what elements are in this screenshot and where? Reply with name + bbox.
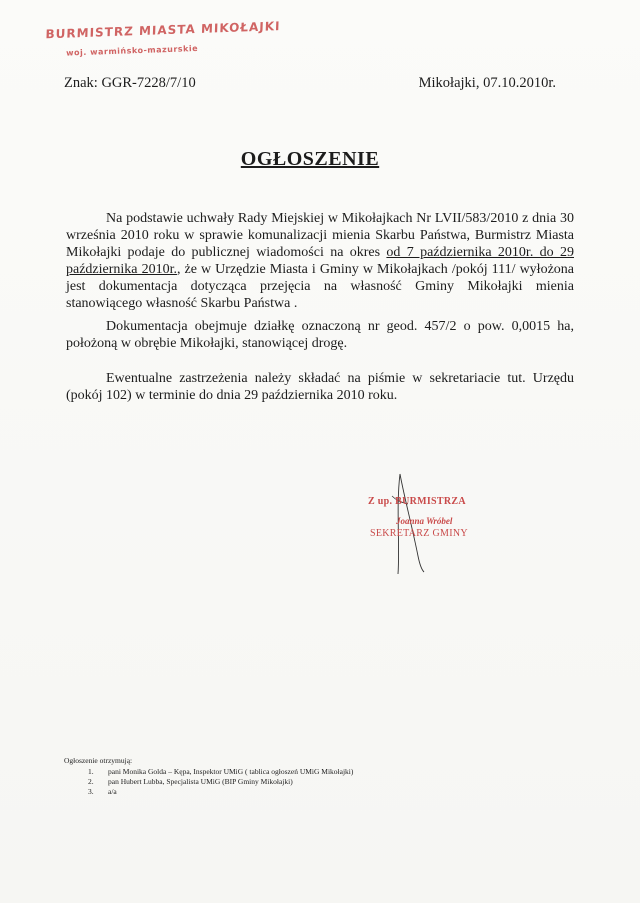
place-and-date: Mikołajki, 07.10.2010r. (418, 75, 556, 91)
list-item-text: pan Hubert Lubba, Specjalista UMiG (BIP Gminy Mikołajki) (108, 777, 293, 786)
distribution-list (64, 756, 353, 797)
reference-number: Znak: GGR-7228/7/10 (64, 75, 196, 91)
paragraph-objections (66, 370, 574, 404)
list-item-number: 1. (88, 767, 94, 776)
list-item-number: 2. (88, 777, 94, 786)
stamp-title: BURMISTRZ MIASTA MIKOŁAJKI (45, 19, 281, 42)
signature-block (360, 496, 500, 556)
paragraph-documentation (66, 318, 574, 352)
para1-period: od 7 października 2010r. do 29 października 2010r. (66, 245, 574, 277)
paragraph-announcement (66, 210, 574, 312)
distribution-heading: Ogłoszenie otrzymują: (64, 756, 133, 765)
signatory-name: Joanna Wróbel (396, 516, 453, 526)
list-item-text: pani Monika Golda – Kępa, Inspektor UMiG ( tablica ogłoszeń UMiG Mikołajki) (108, 767, 354, 776)
stamp-subtitle: woj. warmińsko-mazurskie (66, 43, 199, 58)
list-item (64, 767, 353, 777)
list-item (64, 787, 353, 797)
para1-text-start: Na podstawie uchwały Rady Miejskiej w Mikołajkach Nr LVII/583/2010 z dnia 30 września 2010 roku w sprawie komunalizacji mienia Skarbu Państwa, Burmistrz Miasta Mikołajki podaje do publicznej wiadomości na okres (66, 211, 574, 260)
title-text: OGŁOSZENIE (240, 148, 380, 170)
list-item-number: 3. (88, 787, 94, 796)
para3-text: Ewentualne zastrzeżenia należy składać na piśmie w sekretariacie tut. Urzędu (pokój 102) w terminie do dnia 29 października 2010 roku. (66, 371, 574, 403)
office-stamp (39, 19, 281, 74)
list-item (64, 777, 353, 787)
para1-text-end: , że w Urzędzie Miasta i Gminy w Mikołajkach /pokój 111/ wyłożona jest dokumentacja dotycząca przejęcia na własność Gminy Mikołajki mienia stanowiącego własność Skarbu Państwa . (66, 262, 574, 311)
signature-role: Z up. BURMISTRZA (368, 496, 466, 507)
list-item-text: a/a (108, 787, 117, 796)
para2-text: Dokumentacja obejmuje działkę oznaczoną nr geod. 457/2 o pow. 0,0015 ha, położoną w obrębie Mikołajki, stanowiącej drogę. (66, 319, 574, 351)
document-title (0, 148, 620, 171)
signatory-title: SEKRETARZ GMINY (370, 528, 468, 539)
